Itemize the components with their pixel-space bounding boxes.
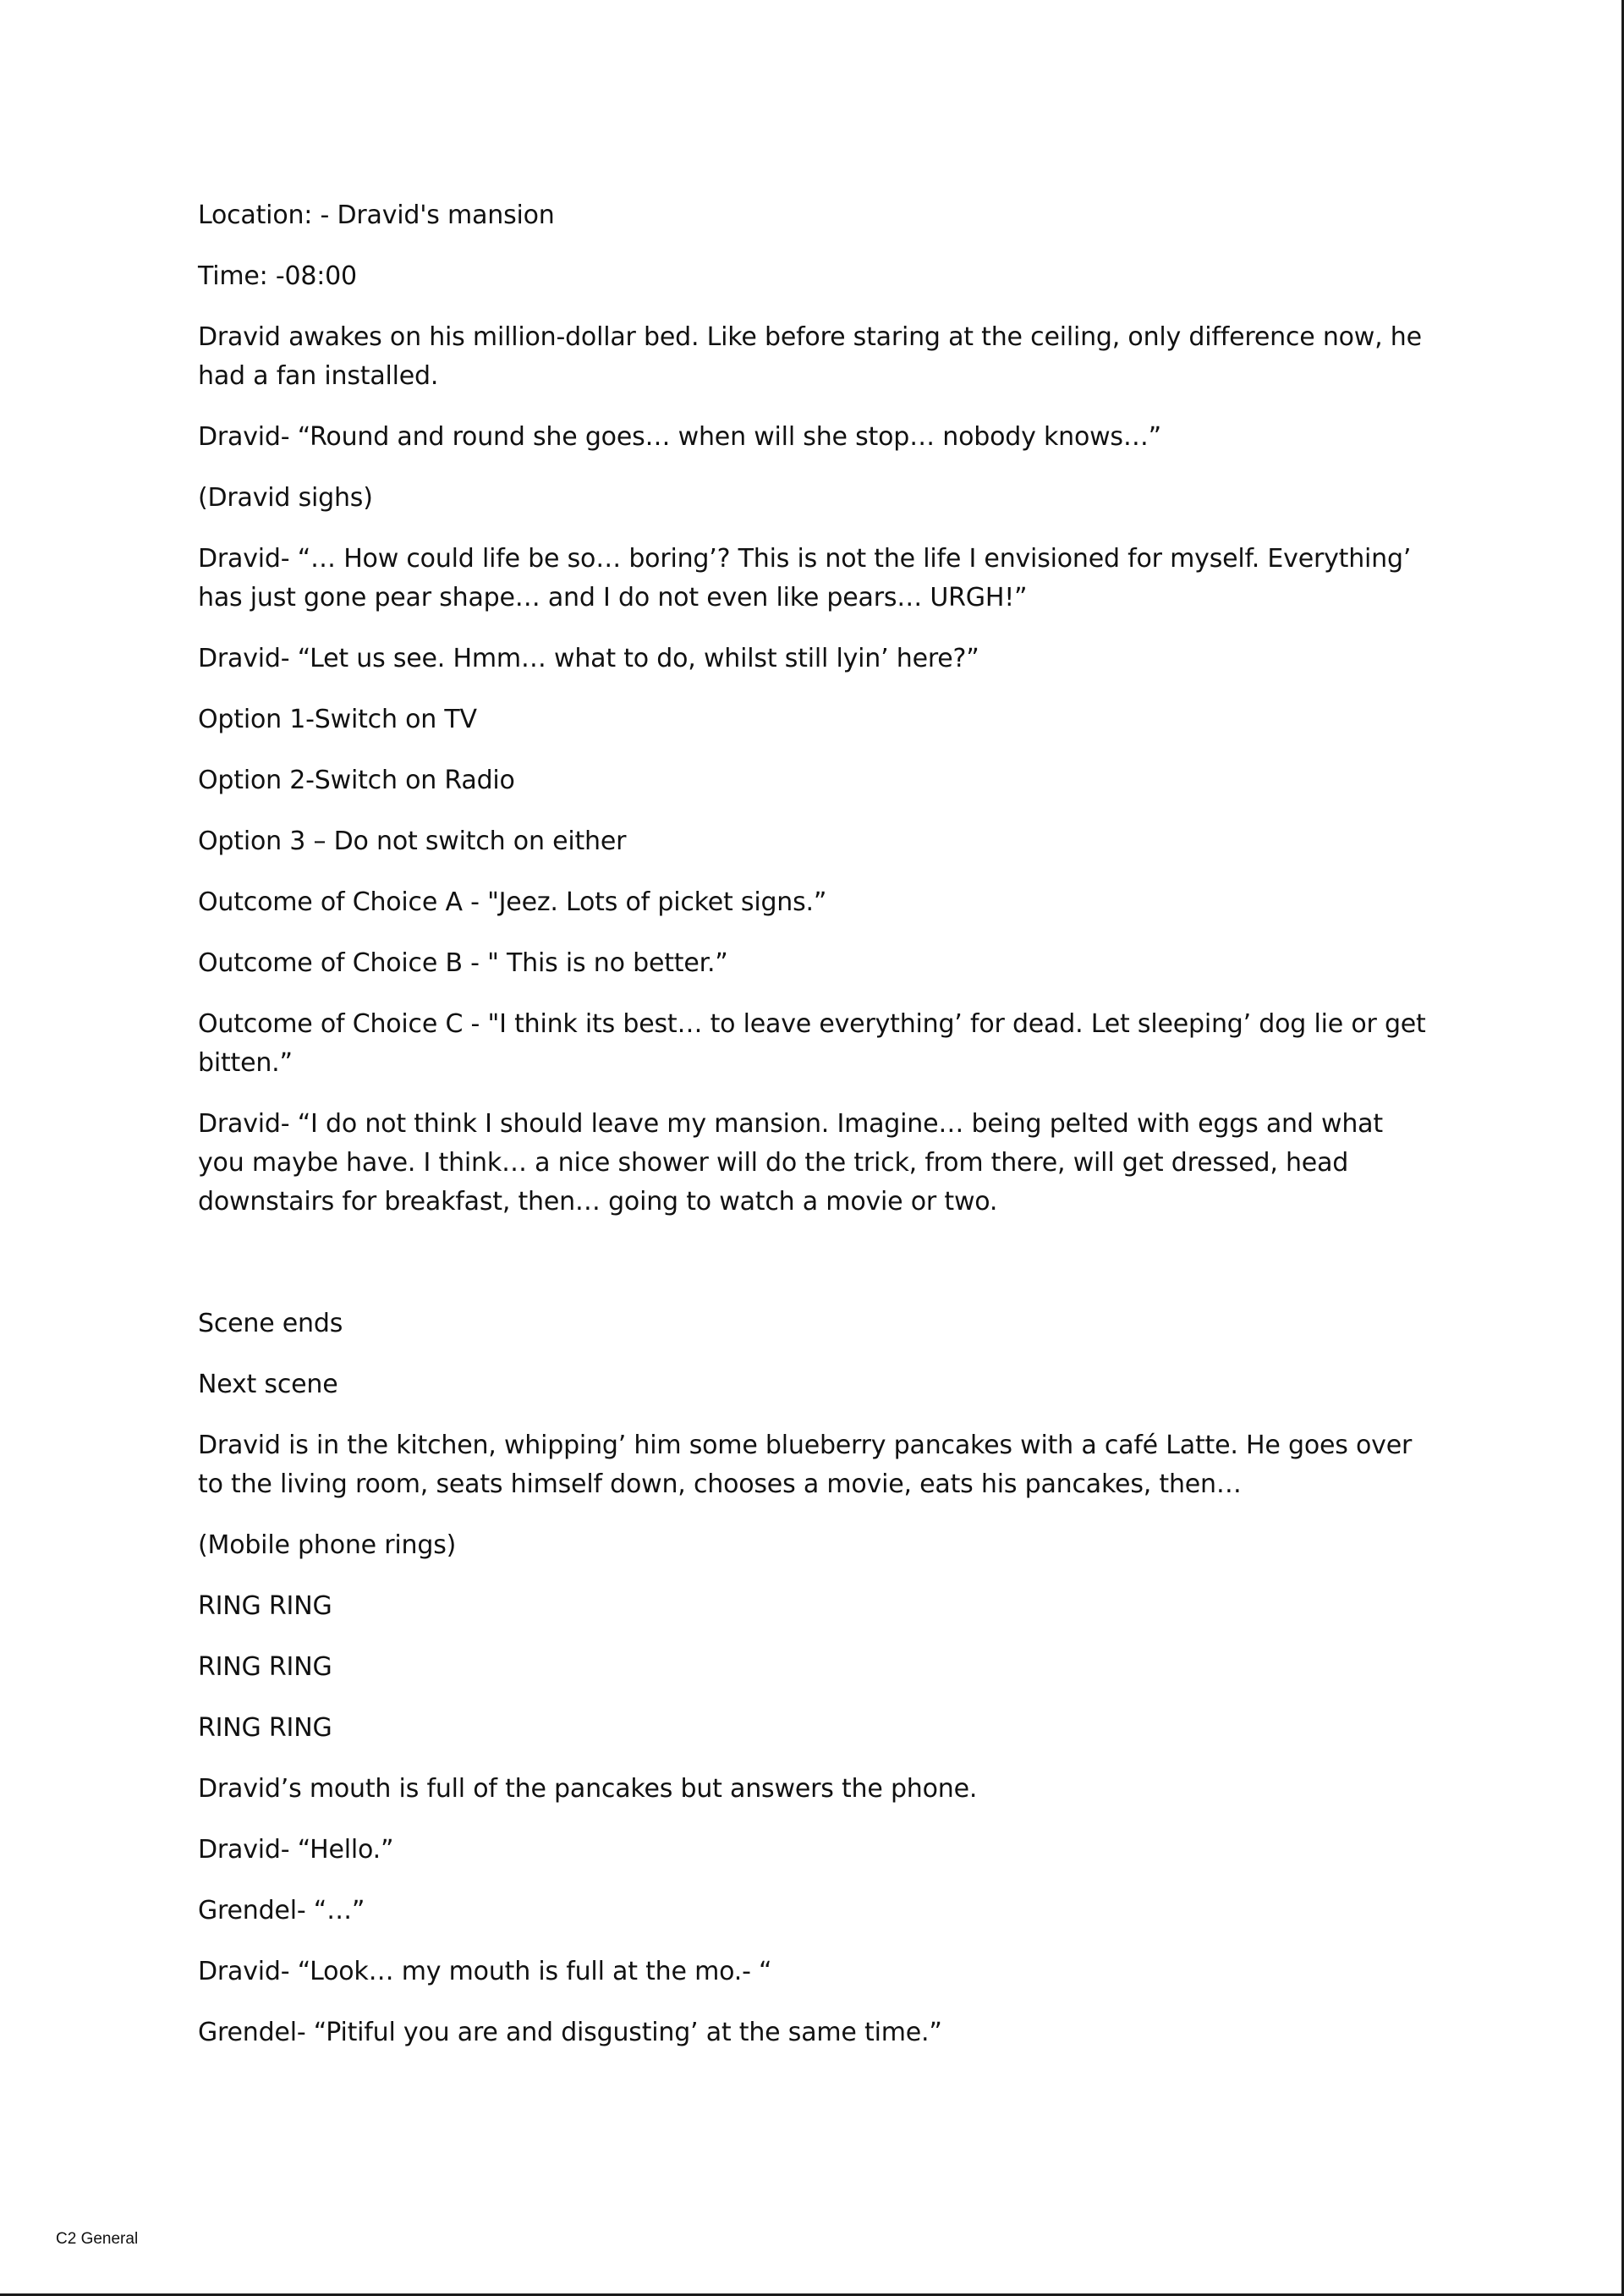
classification-label: C2 General	[56, 2230, 139, 2248]
dialogue-line: Dravid- “Hello.”	[198, 1835, 394, 1865]
sound-effect-line: RING RING	[198, 1652, 332, 1682]
option-line: Option 2-Switch on Radio	[198, 766, 515, 795]
time-line: Time: -08:00	[198, 261, 357, 291]
outcome-line: Outcome of Choice A - "Jeez. Lots of picket signs.”	[198, 887, 827, 917]
stage-direction: (Mobile phone rings)	[198, 1530, 457, 1560]
option-line: Option 3 – Do not switch on either	[198, 827, 627, 856]
stage-direction: (Dravid sighs)	[198, 483, 373, 513]
document-body	[198, 196, 1433, 2074]
narration-paragraph: Dravid awakes on his million-dollar bed. Like before staring at the ceiling, only difference now, he had a fan installed.	[198, 322, 1422, 391]
scene-marker: Next scene	[198, 1370, 338, 1399]
dialogue-line: Dravid- “Look… my mouth is full at the mo.- “	[198, 1957, 772, 1986]
blank-line	[198, 1244, 1433, 1305]
sound-effect-line: RING RING	[198, 1713, 332, 1743]
dialogue-line: Grendel- “…”	[198, 1896, 365, 1925]
dialogue-line: Dravid- “I do not think I should leave my mansion. Imagine… being pelted with eggs and what you maybe have. I think… a nice shower will do the trick, from there, will get dressed, head downstairs for breakfast, then… going to watch a movie or two.	[198, 1109, 1383, 1217]
dialogue-line: Dravid- “Round and round she goes… when will she stop… nobody knows…”	[198, 422, 1162, 452]
scene-marker: Scene ends	[198, 1309, 343, 1338]
narration-paragraph: Dravid’s mouth is full of the pancakes but answers the phone.	[198, 1774, 978, 1804]
narration-paragraph: Dravid is in the kitchen, whipping’ him some blueberry pancakes with a café Latte. He goes over to the living room, seats himself down, chooses a movie, eats his pancakes, then…	[198, 1431, 1413, 1499]
dialogue-line: Grendel- “Pitiful you are and disgusting’ at the same time.”	[198, 2018, 942, 2047]
option-line: Option 1-Switch on TV	[198, 705, 477, 734]
dialogue-line: Dravid- “Let us see. Hmm… what to do, whilst still lyin’ here?”	[198, 644, 979, 673]
dialogue-line: Dravid- “… How could life be so… boring’? This is not the life I envisioned for myself. Everything’ has just gone pear shape… and I do not even like pears… URGH!”	[198, 544, 1412, 612]
outcome-line: Outcome of Choice B - " This is no better.”	[198, 948, 728, 978]
location-line: Location: - Dravid's mansion	[198, 200, 555, 230]
sound-effect-line: RING RING	[198, 1591, 332, 1621]
outcome-line: Outcome of Choice C - "I think its best… to leave everything’ for dead. Let sleeping’ dog lie or get bitten.”	[198, 1009, 1426, 1078]
